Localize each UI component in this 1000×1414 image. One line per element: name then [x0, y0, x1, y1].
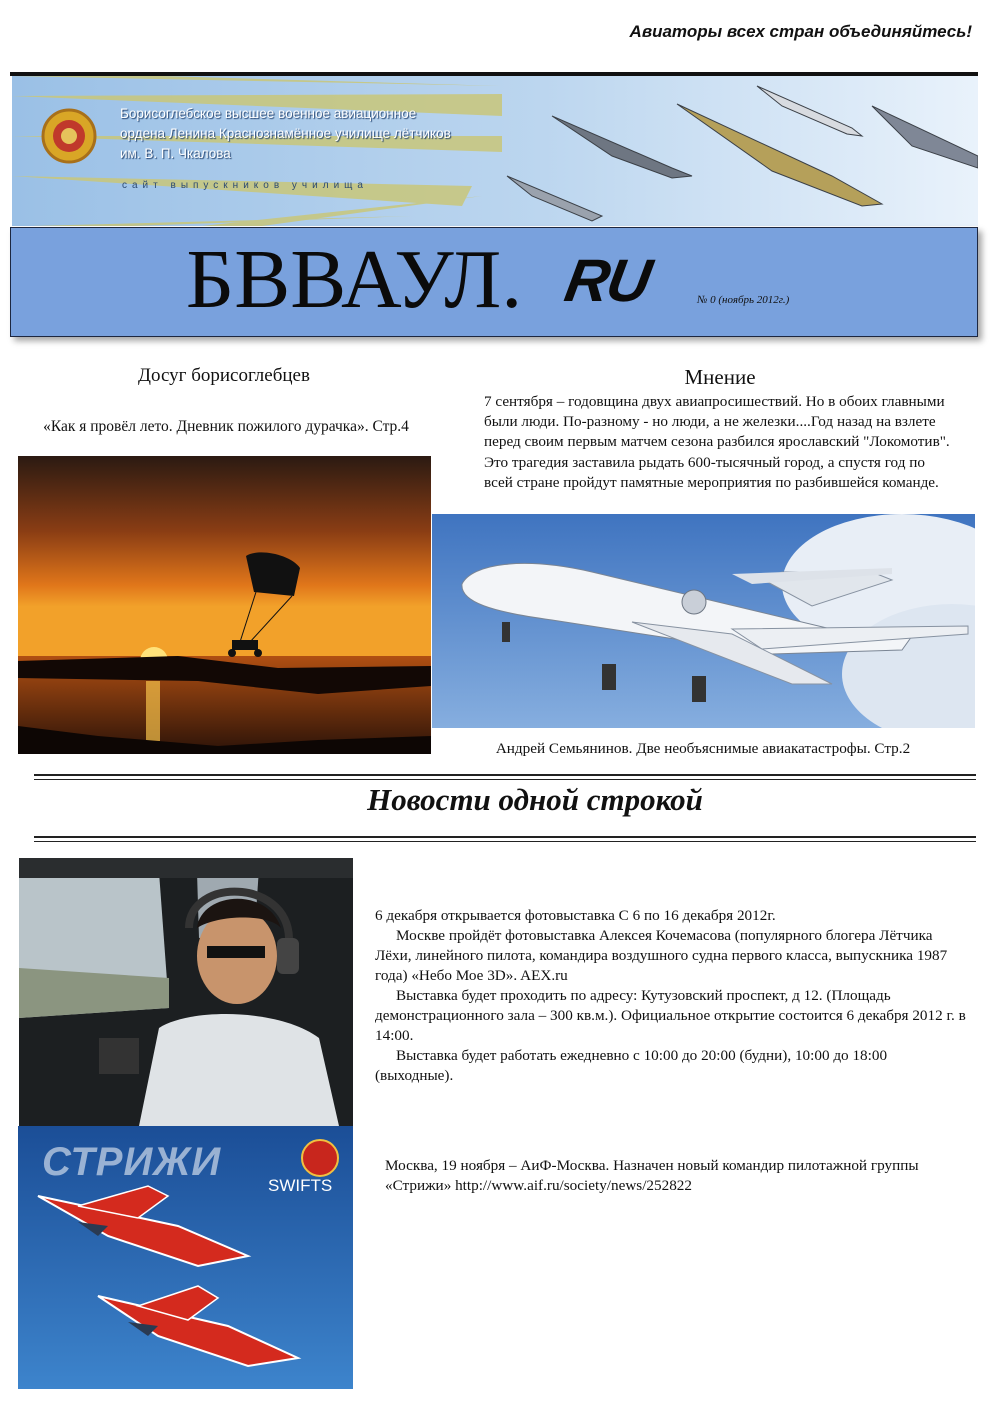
- pilot-cockpit-photo[interactable]: [19, 858, 353, 1126]
- right-heading: Мнение: [684, 365, 756, 389]
- banner-text: [120, 104, 451, 164]
- banner-subtitle: сайт выпускников училища: [122, 180, 368, 191]
- news-item-swifts: Москва, 19 ноября – АиФ-Москва. Назначен новый командир пилотажной группы «Стрижи» http://www.aif.ru/society/news/252822: [385, 1157, 919, 1194]
- news-item1-p2: Москве пройдёт фотовыставка Алексея Кочемасова (популярного блогера Лётчика Лёхи, линейного пилота, командира воздушного судна первого класса, выпускника 1987 года) «Небо Мое 3D». AEX.ru: [375, 927, 948, 984]
- news-rule-top-2: [34, 779, 976, 780]
- swifts-logo-title: СТРИЖИ: [42, 1140, 222, 1184]
- slogan: Авиаторы всех стран объединяйтесь!: [629, 22, 972, 41]
- banner-line-3: им. В. П. Чкалова: [120, 146, 231, 161]
- masthead-ru: RU: [560, 247, 655, 314]
- news-title: Новости одной строкой: [367, 782, 703, 817]
- left-heading: Досуг борисоглебцев: [138, 365, 310, 386]
- swifts-poster[interactable]: [18, 1126, 353, 1389]
- banner-line-2: ордена Ленина Краснознамённое училище лётчиков: [120, 126, 451, 141]
- opinion-caption-link[interactable]: Андрей Семьянинов. Две необъяснимые авиакатастрофы. Стр.2: [495, 740, 911, 757]
- yak42-plane-photo[interactable]: [432, 514, 975, 728]
- news-rule-top: [34, 774, 976, 776]
- masthead-title: БВВАУЛ.: [186, 233, 523, 326]
- issue-number: № 0 (ноябрь 2012г.): [697, 294, 790, 306]
- news-item1-p3: Выставка будет проходить по адресу: Кутузовский проспект, д 12. (Площадь демонстрационного зала – 300 кв.м.). Официальное открытие состоится 6 декабря 2012 г. в 14:00.: [375, 987, 966, 1044]
- sunset-paraglider-photo[interactable]: [18, 456, 431, 754]
- swifts-logo-subtitle: SWIFTS: [268, 1176, 333, 1195]
- news-rule-bottom: [34, 836, 976, 838]
- news-item-exhibition: [375, 906, 967, 1086]
- opinion-paragraph: 7 сентября – годовщина двух авиапросишествий. Но в обоих главными были люди. По-разному - но люди, а не железки....Год назад на взлете перед своим первым матчем сезона разбился ярославский "Локомотив". Это трагедия заставила рыдать 600-тысячный город, а спустя год по всей стране пройдут памятные мероприятия по разбившейся команде.: [484, 393, 950, 491]
- banner-line-1: Борисоглебское высшее военное авиационное: [120, 106, 417, 121]
- news-item1-p4: Выставка будет работать ежедневно с 10:00 до 20:00 (будни), 10:00 до 18:00 (выходные).: [375, 1047, 888, 1084]
- left-article-link[interactable]: «Как я провёл лето. Дневник пожилого дурачка». Стр.4: [43, 418, 409, 435]
- news-item1-p1: 6 декабря открывается фотовыставка С 6 по 16 декабря 2012г.: [375, 907, 776, 924]
- news-rule-bottom-2: [34, 841, 976, 842]
